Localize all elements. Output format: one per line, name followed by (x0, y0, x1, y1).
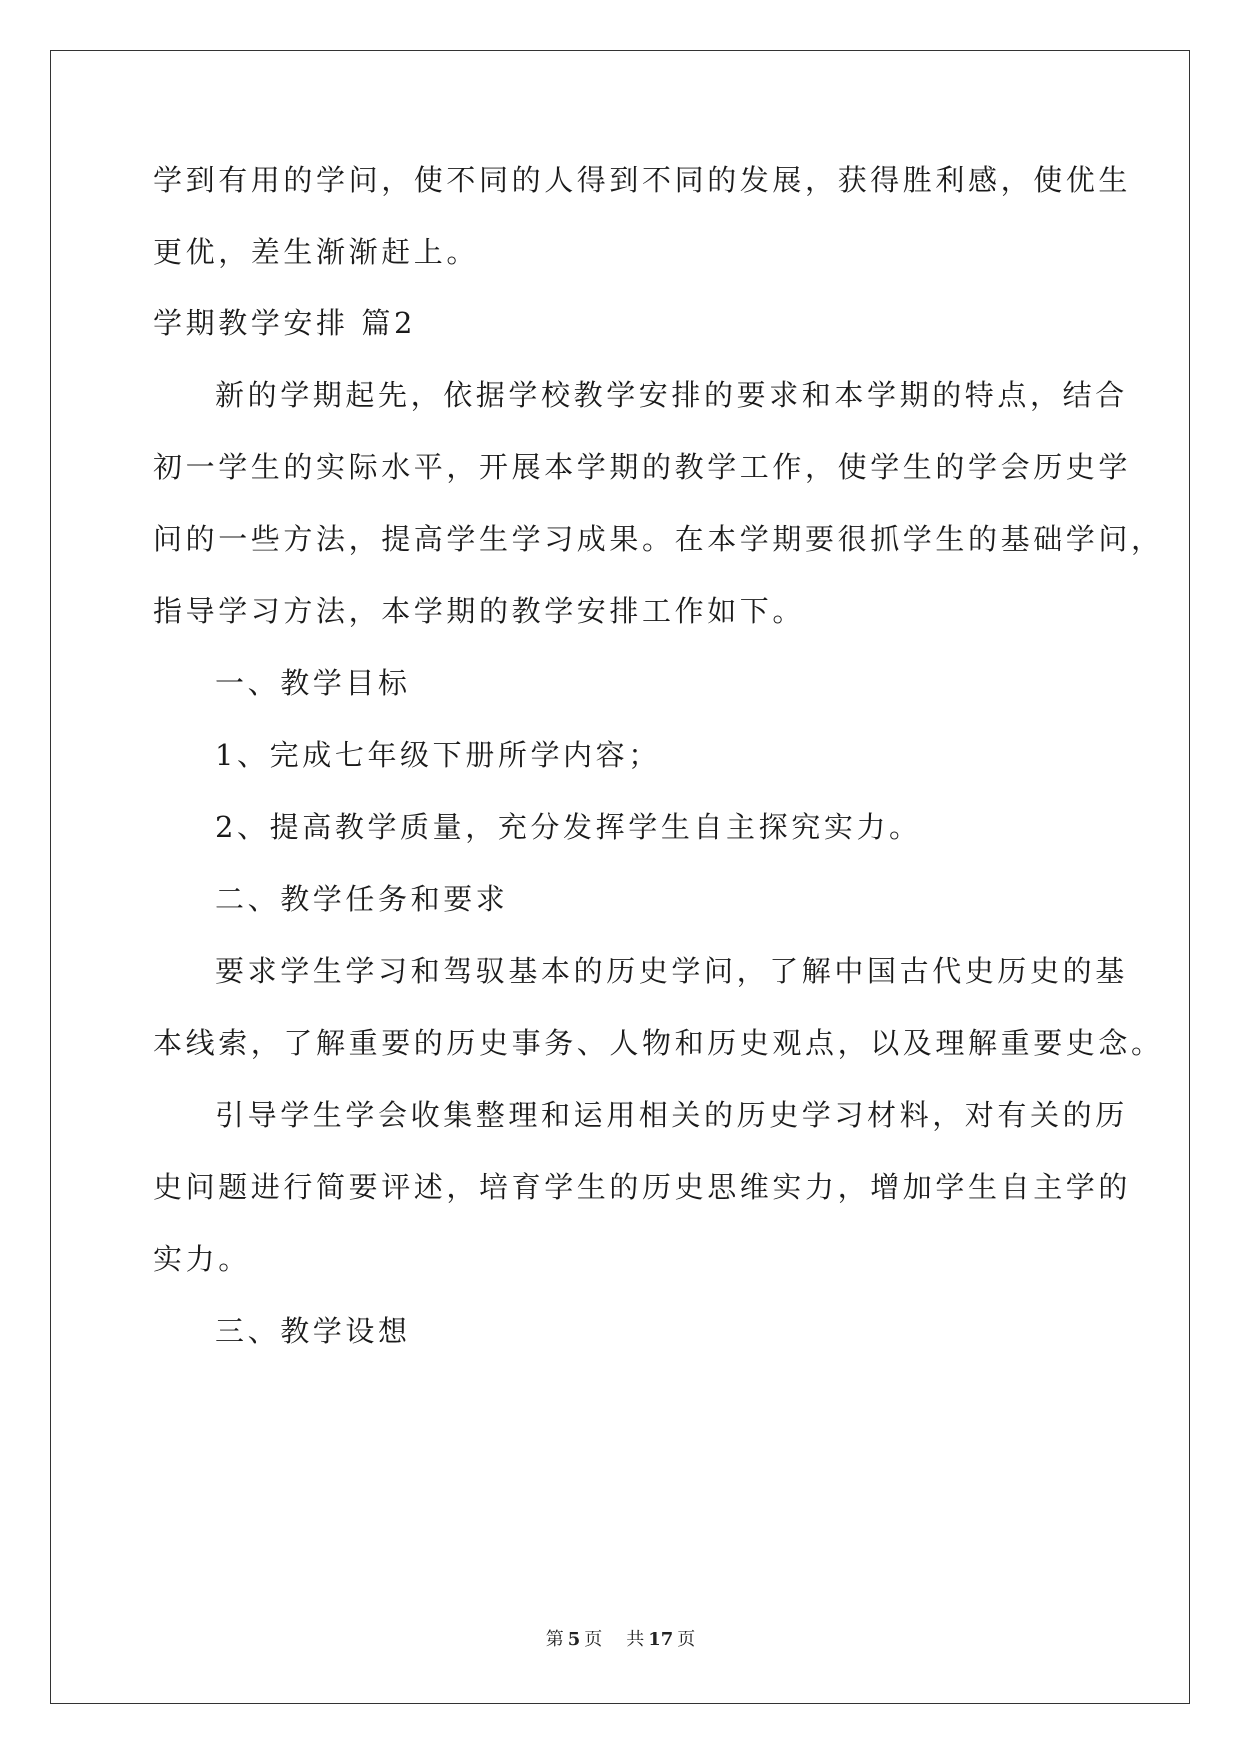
paragraph-line: 引导学生学会收集整理和运用相关的历史学习材料，对有关的历 (215, 1098, 1128, 1132)
paragraph-line: 问的一些方法，提高学生学习成果。在本学期要很抓学生的基础学问， (153, 522, 1164, 556)
page-suffix: 页 (584, 1629, 603, 1650)
subheading: 二、教学任务和要求 (215, 882, 509, 916)
list-item: 2、提高教学质量，充分发挥学生自主探究实力。 (215, 810, 922, 844)
page-number: 5 (567, 1629, 581, 1650)
subheading: 一、教学目标 (215, 666, 411, 700)
page-prefix: 第 (545, 1629, 564, 1650)
total-prefix: 共 (626, 1629, 645, 1650)
total-suffix: 页 (677, 1629, 696, 1650)
paragraph-line: 初一学生的实际水平，开展本学期的教学工作，使学生的学会历史学 (153, 450, 1132, 484)
paragraph-line: 实力。 (153, 1242, 251, 1276)
subheading: 三、教学设想 (215, 1314, 411, 1348)
paragraph-line: 更优，差生渐渐赶上。 (153, 235, 480, 269)
paragraph-line: 新的学期起先，依据学校教学安排的要求和本学期的特点，结合 (215, 378, 1128, 412)
page-footer (0, 1625, 1241, 1651)
paragraph-line: 学到有用的学问，使不同的人得到不同的发展，获得胜利感，使优生 (153, 163, 1132, 197)
page-border (50, 50, 1190, 1704)
total-pages: 17 (648, 1629, 674, 1650)
paragraph-line: 史问题进行简要评述，培育学生的历史思维实力，增加学生自主学的 (153, 1170, 1132, 1204)
list-item: 1、完成七年级下册所学内容； (215, 738, 661, 772)
paragraph-line: 指导学习方法，本学期的教学安排工作如下。 (153, 594, 806, 628)
paragraph-line: 要求学生学习和驾驭基本的历史学问，了解中国古代史历史的基 (215, 954, 1128, 988)
section-heading: 学期教学安排 篇2 (153, 306, 417, 340)
paragraph-line: 本线索，了解重要的历史事务、人物和历史观点，以及理解重要史念。 (153, 1026, 1164, 1060)
